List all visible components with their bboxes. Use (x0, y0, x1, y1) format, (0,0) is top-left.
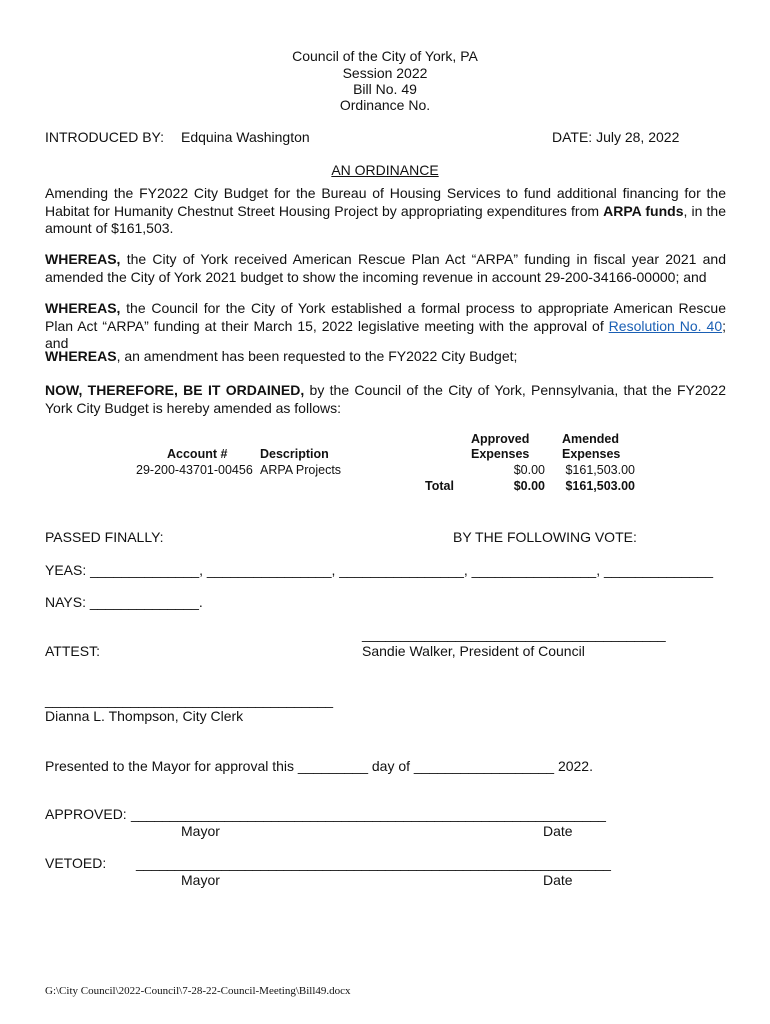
p4-bold: WHEREAS (45, 348, 117, 364)
vetoed-mayor-label: Mayor (181, 872, 220, 888)
row-amended: $161,503.00 (565, 463, 635, 477)
introduced-name: Edquina Washington (181, 129, 310, 145)
attest-label: ATTEST: (45, 643, 100, 659)
approved-signature-line: _____________________________________________________________ (131, 806, 606, 822)
yeas-line: YEAS: ______________, ________________, ________________, ________________, ______________ (45, 562, 713, 578)
col-account-header: Account # (167, 447, 228, 461)
passed-finally-label: PASSED FINALLY: (45, 529, 164, 545)
total-approved: $0.00 (513, 479, 545, 493)
p3-text-a: the Council for the City of York established a formal process to appropriate American Rescue Plan Act “ARPA” funding at their March 15, 2022 legislative meeting with the approval of (45, 300, 726, 334)
president-signature-line: _______________________________________ (362, 626, 666, 642)
introduced-label: INTRODUCED BY: (45, 129, 165, 145)
nays-line: NAYS: ______________. (45, 594, 203, 610)
p1-bold: ARPA funds (603, 202, 684, 219)
header-council: Council of the City of York, PA (292, 48, 478, 64)
vetoed-signature-line: _____________________________________________________________ (136, 855, 611, 871)
header-ordinance: Ordinance No. (339, 97, 431, 113)
clerk-name: Dianna L. Thompson, City Clerk (45, 708, 244, 724)
p5-bold: NOW, THEREFORE, BE IT ORDAINED, (45, 382, 305, 398)
p5-text: by the Council of the City of York, Pennsylvania, that the FY2022 York City Budget is hereby amended as follows: (45, 382, 726, 416)
col-amended-header-2: Expenses (562, 447, 621, 461)
file-path-footer: G:\City Council\2022-Council\7-28-22-Council-Meeting\Bill49.docx (45, 985, 351, 997)
clerk-signature-line: _____________________________________ (45, 692, 334, 708)
p3-bold: WHEREAS, (45, 300, 121, 316)
header-bill: Bill No. 49 (353, 81, 417, 97)
vetoed-date-label: Date (543, 872, 573, 888)
p2-text: the City of York received American Rescue Plan Act “ARPA” funding in fiscal year 2021 and amended the City of York 2021 budget to show the incoming revenue in account 29-200-34166-00000; and (45, 251, 726, 285)
row-description: ARPA Projects (260, 463, 342, 477)
p2-bold: WHEREAS, (45, 251, 121, 267)
approved-label: APPROVED: (45, 806, 127, 822)
p1-text-b: , in the amount of $161,503. (45, 202, 726, 236)
presented-to-mayor-line: Presented to the Mayor for approval this _________ day of __________________ 2022. (45, 758, 593, 774)
paragraph-whereas-1 (45, 251, 726, 286)
row-approved: $0.00 (513, 463, 545, 477)
total-label: Total (425, 479, 454, 493)
vetoed-label: VETOED: (45, 855, 107, 871)
total-amended: $161,503.00 (565, 479, 635, 493)
paragraph-whereas-2 (45, 300, 726, 353)
date-text: DATE: July 28, 2022 (552, 129, 680, 145)
header-session: Session 2022 (342, 65, 428, 81)
p1-text-a: Amending the FY2022 City Budget for the Bureau of Housing Services to fund additional financing for the Habitat for Humanity Chestnut Street Housing Project by appropriating expenditures from (45, 185, 726, 219)
approved-date-label: Date (543, 823, 573, 839)
p4-text: , an amendment has been requested to the FY2022 City Budget; (116, 348, 518, 364)
p3-text-b: ; and (45, 317, 726, 351)
president-name: Sandie Walker, President of Council (362, 643, 585, 659)
paragraph-amending (45, 185, 726, 238)
paragraph-ordained (45, 382, 726, 417)
col-description-header: Description (260, 447, 329, 461)
col-approved-header-1: Approved (471, 432, 530, 446)
paragraph-whereas-3 (45, 348, 726, 366)
by-vote-label: BY THE FOLLOWING VOTE: (453, 529, 637, 545)
col-amended-header-1: Amended (562, 432, 619, 446)
approved-mayor-label: Mayor (181, 823, 220, 839)
ordinance-title: AN ORDINANCE (331, 162, 439, 178)
resolution-link[interactable]: Resolution No. 40 (608, 317, 723, 334)
row-account: 29-200-43701-00456 (136, 463, 253, 477)
col-approved-header-2: Expenses (471, 447, 530, 461)
